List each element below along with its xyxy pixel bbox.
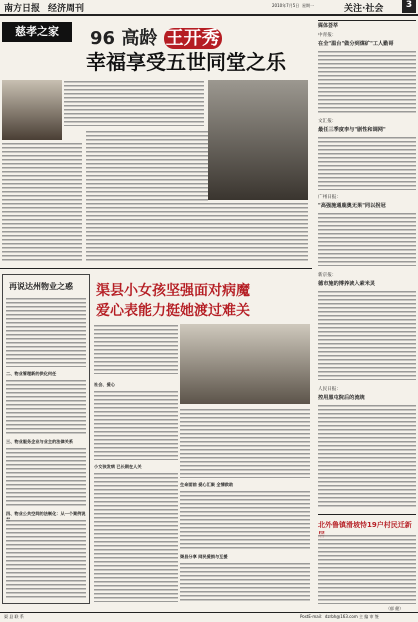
lower-right-text <box>318 534 416 604</box>
footer-right: PostE-mail：dzrbh@163.com 主 编 审 签 <box>300 614 379 619</box>
issue-date: 2010年7月5日 <box>272 3 300 8</box>
body-column-3 <box>208 202 308 262</box>
media-headline-2: 最任三季度李与"剧性和调网" <box>318 127 386 133</box>
media-source-5: 人民日报： <box>318 387 341 392</box>
section-title: 经济周刊 <box>48 4 85 14</box>
media-headline-4: 德市施的博养读入索米灵 <box>318 281 376 287</box>
main-headline-1: 渠县小女孩坚强面对病魔 <box>96 283 250 299</box>
left-box-text-3 <box>6 447 86 507</box>
main-text-5 <box>180 562 310 602</box>
media-text-4 <box>318 290 416 380</box>
headline-mid: 高龄 <box>121 28 158 49</box>
main-photo <box>180 324 310 404</box>
main-subhead-3: 生命面前 爱心汇聚 全情救助 <box>180 482 234 487</box>
right-col-title: 媒体荟萃 <box>318 23 339 29</box>
media-source-3: 广州日报： <box>318 195 341 200</box>
section-right-title: 关注·社会 <box>344 4 384 14</box>
left-box-text-1 <box>6 297 86 367</box>
headline-age: 96 <box>90 28 116 49</box>
footer-left: 渠 县 联 系 <box>4 614 24 619</box>
media-text-1 <box>318 50 416 114</box>
left-box-text-4 <box>6 519 86 599</box>
portrait-photo <box>2 80 62 140</box>
section-divider <box>0 268 312 269</box>
footer-rule <box>0 612 418 613</box>
media-source-1: 中青报： <box>318 33 337 38</box>
main-text-2 <box>94 472 178 602</box>
main-text-3 <box>180 408 310 478</box>
column-banner: 慈孝之家 <box>2 22 72 42</box>
intro-text <box>64 80 204 126</box>
family-photo <box>208 80 308 200</box>
media-text-2 <box>318 136 416 190</box>
media-source-2: 文汇报： <box>318 119 337 124</box>
lower-right-headline: 北外鲁镇滑坡恃19户村民迁新 <box>318 521 412 529</box>
right-lower-rule <box>318 514 416 515</box>
main-text-4 <box>180 490 310 550</box>
headline-line2: 幸福享受五世同堂之乐 <box>86 50 286 74</box>
right-rule <box>318 20 416 21</box>
media-source-4: 新京报： <box>318 273 337 278</box>
main-subhead-1: 社会、爱心 <box>94 382 115 387</box>
main-subhead-4: 渠县分享 网民爱捐与互援 <box>180 554 228 559</box>
issue-weekday: 星期一 <box>302 3 314 8</box>
left-box-text-2 <box>6 379 86 435</box>
left-box-subhead-2: 三、物业服务企业与业主的法律关系 <box>6 439 74 444</box>
media-text-5 <box>318 404 416 508</box>
left-box-subhead-3: 四、物业公共空间的法制化：从一个案例说 <box>6 511 86 516</box>
media-headline-1: 在全"温台"做分到煤矿"工人勤哥 <box>318 41 394 47</box>
left-box <box>2 274 90 604</box>
page-number: 3 <box>402 0 416 13</box>
main-headline-2: 爱心表能力挺她渡过难关 <box>96 303 250 319</box>
media-text-3 <box>318 212 416 266</box>
left-box-title: 再说达州物业之惑 <box>9 282 73 291</box>
lower-right-credit: （郁 健） <box>386 606 404 611</box>
media-headline-5: 控用黑屯院后的流统 <box>318 395 365 401</box>
masthead <box>0 0 418 16</box>
body-column-1 <box>2 142 82 262</box>
main-text-1 <box>94 390 178 460</box>
media-headline-3: "高强施通鹿奥无果"同以拐冠 <box>318 203 386 209</box>
body-column-2 <box>86 130 208 262</box>
main-lead <box>94 324 178 374</box>
left-box-subhead-1: 二、物业管理新的供化何任 <box>6 371 57 376</box>
main-subhead-2: 小女孩发病 已长期在人关 <box>94 464 142 469</box>
headline-name: 王开秀 <box>165 28 220 49</box>
paper-logo: 南方日报 <box>4 4 41 14</box>
